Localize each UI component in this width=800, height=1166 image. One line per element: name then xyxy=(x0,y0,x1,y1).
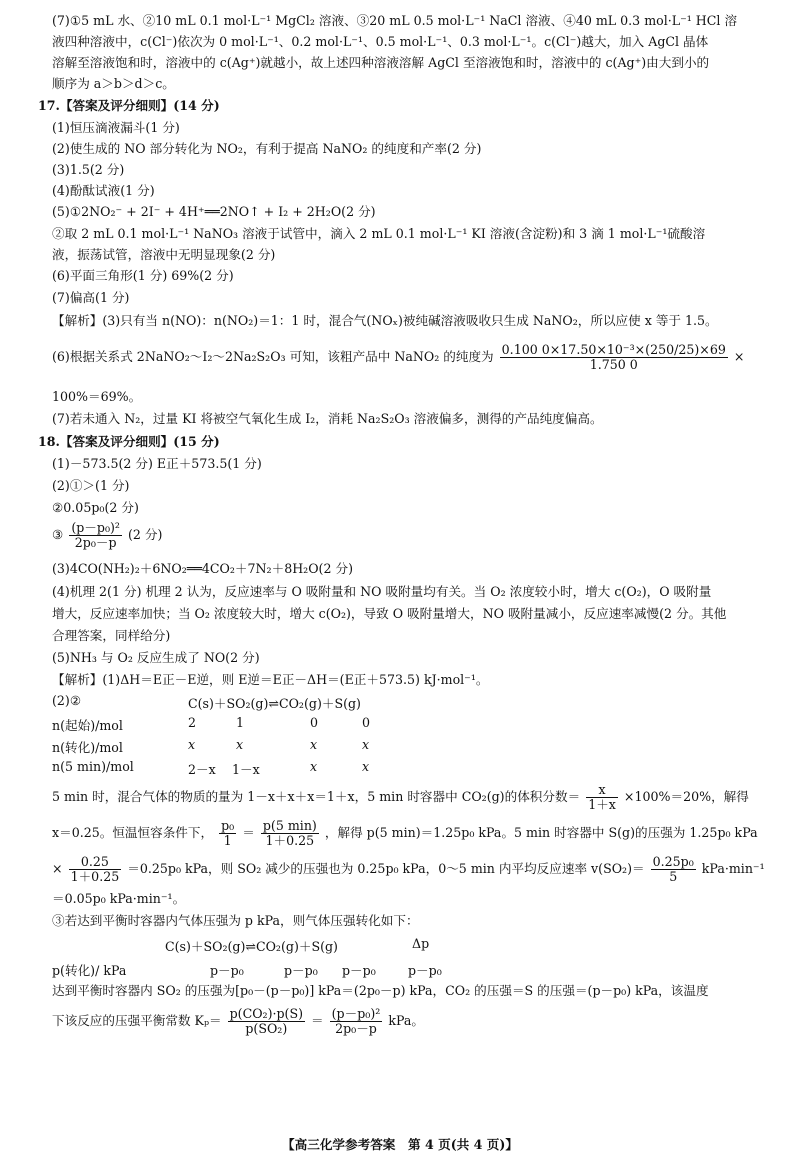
q18-explanation-3-line2: 达到平衡时容器内 SO₂ 的压强为[p₀－(p－p₀)] kPa＝(2p₀－p) kPa，CO₂ 的压强＝S 的压强＝(p－p₀) kPa，该温度 xyxy=(52,983,709,998)
q18-a2c-numerator: (p－p₀)² xyxy=(71,520,120,535)
q18-table-cell: 0 xyxy=(362,715,371,730)
q17-answer-2: (2)使生成的 NO 部分转化为 NO₂，有利于提高 NaNO₂ 的纯度和产率(2 分) xyxy=(52,141,482,156)
q18-explanation-2-line2 xyxy=(52,818,758,848)
q18-ex2l3-denominator-1: 1＋0.25 xyxy=(70,869,120,884)
q18-ex2l3-denominator-2: 5 xyxy=(669,869,678,884)
q17-answer-3: (3)1.5(2 分) xyxy=(52,162,125,177)
q18-a2c-suffix: (2 分) xyxy=(127,527,163,542)
q18-ex3l3-prefix: 下该反应的压强平衡常数 Kₚ＝ xyxy=(52,1013,222,1028)
para-line-4: 顺序为 a＞b＞d＞c。 xyxy=(52,76,175,91)
q17-answer-7: (7)偏高(1 分) xyxy=(52,290,130,305)
q18-explanation-1: 【解析】(1)ΔH＝E正－E逆，则 E逆＝E正－ΔH＝(E正＋573.5) kJ·mol⁻¹。 xyxy=(52,672,489,687)
page-footer: 【高三化学参考答案 第 4 页(共 4 页)】 xyxy=(282,1137,518,1152)
q18-table-row-label: n(5 min)/mol xyxy=(52,759,134,774)
q18-ex3l3-denominator-1: p(SO₂) xyxy=(245,1021,288,1036)
q18-ex2l1-fraction xyxy=(586,783,618,812)
q18-table-cell: x xyxy=(310,759,318,774)
q17-explanation-6-line2: 100%＝69%。 xyxy=(52,389,142,404)
q18-ex2l3-prefix: × xyxy=(52,861,63,876)
q18-explanation-3-line1: ③若达到平衡时容器内气体压强为 p kPa，则气体压强转化如下： xyxy=(52,913,419,928)
q18-answer-4-line3: 合理答案，同样给分) xyxy=(52,628,171,643)
q17-answer-6: (6)平面三角形(1 分) 69%(2 分) xyxy=(52,268,234,283)
q17-answer-1: (1)恒压滴液漏斗(1 分) xyxy=(52,120,180,135)
q18-explanation-3-line3 xyxy=(52,1004,424,1038)
q18-a2c-denominator: 2p₀－p xyxy=(74,535,117,550)
q18-table-row-label: n(转化)/mol xyxy=(52,740,123,755)
q17-explanation-6 xyxy=(52,342,744,372)
q18-ex3l3-fraction-2 xyxy=(330,1007,383,1036)
q18-answer-4-line2: 增大，反应速率加快；当 O₂ 浓度较大时，增大 c(O₂)，导致 O 吸附量增大，NO 吸附量减小，反应速率减慢(2 分。其他 xyxy=(52,606,727,621)
q17-ex6-fraction xyxy=(500,343,728,372)
q18-pressure-label: p(转化)/ kPa xyxy=(52,963,127,978)
para-line-1: (7)①5 mL 水、②10 mL 0.1 mol·L⁻¹ MgCl₂ 溶液、③20 mL 0.5 mol·L⁻¹ NaCl 溶液、④40 mL 0.3 mol·L⁻¹ HCl 溶 xyxy=(52,13,738,28)
q18-table-cell: x xyxy=(362,737,370,752)
q17-ex6-numerator: 0.100 0×17.50×10⁻³×(250/25)×69 xyxy=(501,342,726,357)
q18-ex3l3-suffix: kPa。 xyxy=(388,1013,424,1028)
q18-ex2l2-denominator-2: 1＋0.25 xyxy=(265,833,315,848)
q18-ex2l3-fraction-2 xyxy=(651,855,696,884)
q18-answer-2c xyxy=(52,518,162,552)
para-line-3: 溶解至溶液饱和时，溶液中的 c(Ag⁺)就越小，故上述四种溶液溶解 AgCl 至溶液饱和时，溶液中的 c(Ag⁺)由大到小的 xyxy=(52,55,710,70)
q18-ex2l3-suffix: kPa·min⁻¹ xyxy=(701,861,765,876)
q18-ex2l1-denominator: 1＋x xyxy=(588,797,616,812)
q18-ex2l1-numerator: x xyxy=(586,783,618,798)
q17-answer-5b-line1: ②取 2 mL 0.1 mol·L⁻¹ NaNO₃ 溶液于试管中，滴入 2 mL 0.1 mol·L⁻¹ KI 溶液(含淀粉)和 3 滴 1 mol·L⁻¹硫酸溶 xyxy=(52,226,706,241)
q18-ex2l2-suffix: ，解得 p(5 min)＝1.25p₀ kPa。5 min 时容器中 S(g)的压强为 1.25p₀ kPa xyxy=(324,825,758,840)
q17-ex6-denominator: 1.750 0 xyxy=(589,357,638,372)
q18-ex2l1-suffix: ×100%＝20%，解得 xyxy=(623,789,749,804)
q18-ex2l2-fraction-1 xyxy=(219,819,236,848)
q17-explanation-3: 【解析】(3)只有当 n(NO)：n(NO₂)＝1：1 时，混合气(NOₓ)被纯碱溶液吸收只生成 NaNO₂，所以应使 x 等于 1.5。 xyxy=(52,313,718,328)
q17-answer-5b-line2: 液，振荡试管，溶液中无明显现象(2 分) xyxy=(52,247,276,262)
q18-answer-2b: ②0.05p₀(2 分) xyxy=(52,500,139,515)
q18-table-cell: 1 xyxy=(236,715,245,730)
q17-ex6-prefix: (6)根据关系式 2NaNO₂～I₂～2Na₂S₂O₃ 可知，该粗产品中 NaNO₂ 的纯度为 xyxy=(52,349,494,364)
q18-ex2l2-denominator-1: 1 xyxy=(223,833,232,848)
q17-answer-4: (4)酚酞试液(1 分) xyxy=(52,183,155,198)
q18-answer-1: (1)－573.5(2 分) E正＋573.5(1 分) xyxy=(52,456,262,471)
q18-a2c-prefix: ③ xyxy=(52,527,64,542)
q18-pressure-cell: p－p₀ xyxy=(284,963,318,978)
q18-answer-2a: (2)①＞(1 分) xyxy=(52,478,130,493)
q18-table-cell: 1－x xyxy=(232,762,260,777)
q18-ex2l2-prefix: x＝0.25。恒温恒容条件下， xyxy=(52,825,214,840)
q18-ex3l3-equals: ＝ xyxy=(311,1013,324,1028)
q18-answer-5: (5)NH₃ 与 O₂ 反应生成了 NO(2 分) xyxy=(52,650,260,665)
q18-ex2l2-fraction-2 xyxy=(261,819,319,848)
q18-ex2l3-numerator-2: 0.25p₀ xyxy=(652,854,694,869)
q18-pressure-cell: p－p₀ xyxy=(342,963,376,978)
q18-pressure-cell: p－p₀ xyxy=(408,963,442,978)
q18-ex3l3-numerator-2: (p－p₀)² xyxy=(331,1006,381,1021)
q18-table-cell: x xyxy=(188,737,196,752)
q18-table-cell: 2－x xyxy=(188,762,216,777)
q18-ex3l3-numerator-1: p(CO₂)·p(S) xyxy=(229,1006,304,1021)
q18-pressure-delta: Δp xyxy=(412,936,430,951)
para-line-2: 液四种溶液中，c(Cl⁻)依次为 0 mol·L⁻¹、0.2 mol·L⁻¹、0.5 mol·L⁻¹、0.3 mol·L⁻¹。c(Cl⁻)越大，加入 AgCl 晶体 xyxy=(52,34,709,49)
q18-ex2l3-middle: ＝0.25p₀ kPa，则 SO₂ 减少的压强也为 0.25p₀ kPa，0～5 min 内平均反应速率 v(SO₂)＝ xyxy=(127,861,645,876)
q18-ex2l2-numerator-2: p(5 min) xyxy=(262,818,317,833)
q18-table-title: (2)② xyxy=(52,693,82,708)
q18-ex2l2-numerator-1: p₀ xyxy=(221,818,235,833)
q18-explanation-2-line1 xyxy=(52,782,749,812)
q17-header: 17.【答案及评分细则】(14 分) xyxy=(38,98,220,113)
q18-ex3l3-denominator-2: 2p₀－p xyxy=(335,1021,377,1036)
q18-ex2l3-numerator-1: 0.25 xyxy=(69,855,122,870)
q17-answer-5a: (5)①2NO₂⁻ + 2I⁻ + 4H⁺══2NO↑ + I₂ + 2H₂O(2 分) xyxy=(52,204,376,219)
q17-ex6-suffix: × xyxy=(733,349,745,364)
q18-pressure-cell: p－p₀ xyxy=(210,963,244,978)
q18-ex2l1-prefix: 5 min 时，混合气体的物质的量为 1－x＋x＋x＝1＋x，5 min 时容器中 CO₂(g)的体积分数＝ xyxy=(52,789,581,804)
q18-ex2l2-equals: ＝ xyxy=(242,825,255,840)
q18-answer-3: (3)4CO(NH₂)₂＋6NO₂══4CO₂＋7N₂＋8H₂O(2 分) xyxy=(52,561,353,576)
q18-table-row-label: n(起始)/mol xyxy=(52,718,123,733)
q18-answer-4-line1: (4)机理 2(1 分) 机理 2 认为，反应速率与 O 吸附量和 NO 吸附量均有关。当 O₂ 浓度较小时，增大 c(O₂)，O 吸附量 xyxy=(52,584,712,599)
q18-pressure-equation: C(s)＋SO₂(g)⇌CO₂(g)＋S(g) xyxy=(165,939,338,954)
q18-table-cell: 2 xyxy=(188,715,197,730)
q18-table-cell: x xyxy=(310,737,318,752)
q18-ex3l3-fraction-1 xyxy=(228,1007,305,1036)
q18-table-equation: C(s)＋SO₂(g)⇌CO₂(g)＋S(g) xyxy=(188,696,361,711)
q18-explanation-2-line3 xyxy=(52,854,765,884)
q18-table-cell: x xyxy=(362,759,370,774)
q18-table-cell: 0 xyxy=(310,715,319,730)
q18-a2c-fraction xyxy=(69,521,122,550)
q18-table-cell: x xyxy=(236,737,244,752)
q18-explanation-2-line4: ＝0.05p₀ kPa·min⁻¹。 xyxy=(52,891,186,906)
q18-header: 18.【答案及评分细则】(15 分) xyxy=(38,434,220,449)
q18-ex2l3-fraction-1 xyxy=(69,855,122,884)
q17-explanation-7: (7)若未通入 N₂，过量 KI 将被空气氧化生成 I₂，消耗 Na₂S₂O₃ 溶液偏多，测得的产品纯度偏高。 xyxy=(52,411,603,426)
